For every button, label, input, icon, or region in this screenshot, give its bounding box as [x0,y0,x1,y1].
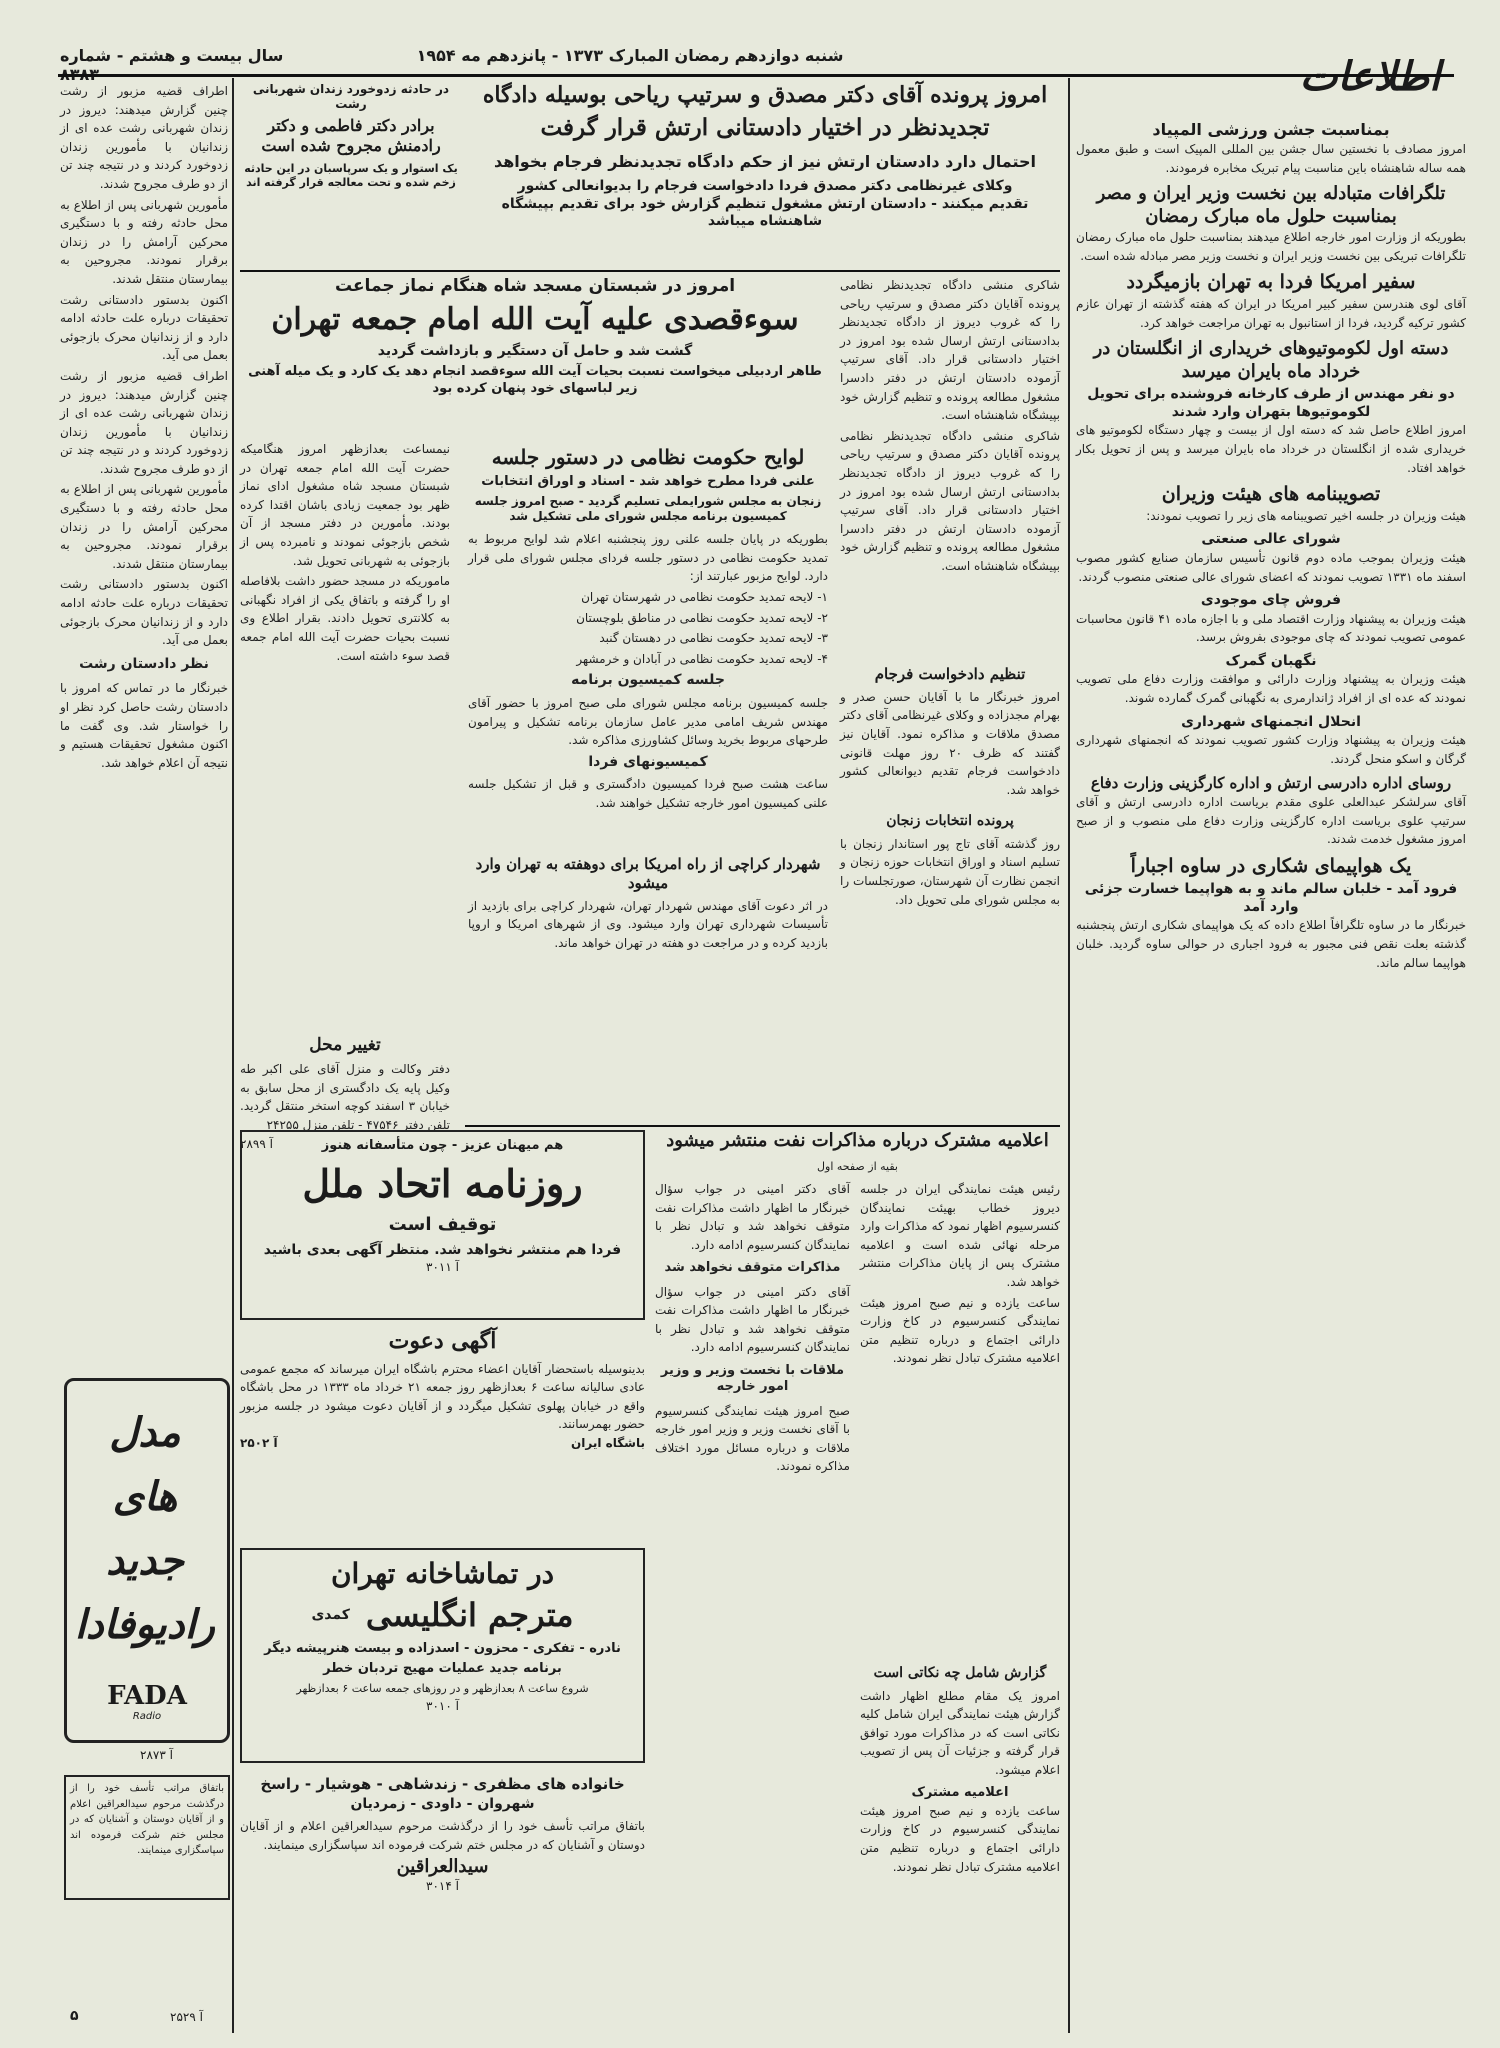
attempt-body-text: نیمساعت بعدازظهر امروز هنگامیکه حضرت آیت الله امام جمعه تهران در شبستان مسجد شاه مشغول ادای نماز ظهر بود جمعیت زیادی باشان اقتدا کرده بودند. مأمورین در دفتر مسجد از آن شخص بازجوئی نمودند و نامبرده پس از بازجوئی به شهربانی تحویل شد. [240,442,450,568]
attempt-headline: سوءقصدی علیه آیت الله امام جمعه تهران [271,302,799,338]
committees-body: ساعت هشت صبح فردا کمیسیون دادگستری و قبل از تشکیل جلسه علنی کمیسیون امور خارجه تشکیل خواهند شد. [468,777,828,810]
bills-subhead-2: زنجان به مجلس شورایملی تسلیم گردید - صبح امروز جلسه کمیسیون برنامه مجلس شورای ملی تشکیل شد [474,494,822,524]
theater-extra: برنامه جدید عملیات مهیج تردبان خطر [323,1661,562,1677]
tea-sale-heading: فروش چای موجودی [1200,592,1342,609]
prison-body-text-4: اطراف قضیه مزبور از رشت چنین گزارش میدهند: دیروز در زندان شهربانی رشت عده ای از زندانیان با مأمورین زندان زدوخورد کردند و در نتیجه چند تن از دو طرف مجروح شدند. [60,368,228,476]
bills-item: ۳- لایحه تمدید حکومت نظامی در دهستان گنبد [599,631,828,646]
small-notice-text: باتفاق مراتب تأسف خود را از درگذشت مرحوم سیدالعراقین اعلام و از آقایان دوستان و آشنایان که در مجلس ختم شرکت فرموده اند سپاسگزاری مینمایند. [70,1783,224,1856]
attempt-subhead-2: طاهر اردبیلی میخواست نسبت بحیات آیت الله سوءقصد انجام دهد یک کارد و یک میله آهنی زیر لباسهای خود پنهان کرده بود [248,364,822,396]
appeal-story [840,665,1060,911]
zanjan-headline: پرونده انتخابات زنجان [886,813,1014,830]
municipal-councils-body: هیئت وزیران به پیشنهاد وزارت کشور تصویب نمودند که انجمنهای شهرداری گرگان و اسکو منحل گردند. [1076,733,1466,766]
newspaper-logo: اطلاعات [1299,53,1441,100]
locomotives-body: امروز اطلاع حاصل شد که دسته اول از بیست و چهار دستگاه لکوموتیو های خریداری شده از انگلستان در خرداد ماه بایران میرسد و پس از تحویل بکار خواهد افتاد. [1076,423,1466,475]
prison-story [240,82,462,190]
family-title: خانواده های مظفری - زندشاهی - هوشیار - راسخ [260,1775,625,1793]
communique-body-text: رئیس هیئت نمایندگی ایران در جلسه دیروز خطاب بهیئت نمایندگان کنسرسیوم اظهار نمود که مذاکرات وارد مرحله نهائی شده است و اعلامیه مشترک پس از پایان مذاکرات منتشر خواهد شد. [860,1182,1060,1289]
prison-body-text-6: اکنون بدستور دادستانی رشت تحقیقات درباره علت حادثه ادامه دارد و از زندانیان محرک بازجوئی بعمل می آید. [60,577,228,648]
lead-body-text: شاکری منشی دادگاه تجدیدنظر نظامی پرونده آقایان دکتر مصدق و سرتیپ ریاحی را که غروب دیروز از دادگاه تجدیدنظر بدادستانی ارتش ارسال شده بود امروز در اختیار دادستانی قرار داد. آقای سرتیپ آزموده دادستان ارتش در دفتر دادسرا مشغول مطالعه پرونده و تنظیم گزارش خود بپیشگاه شاهنشاه است. [840,278,1060,423]
telegrams-body: بطوریکه از وزارت امور خارجه اطلاع میدهند بمناسبت حلول ماه مبارک رمضان تلگرافات تبریکی بین نخست وزیر ایران و نخست وزیر مصر مبادله شده است. [1076,230,1466,263]
bills-item: ۴- لایحه تمدید حکومت نظامی در آبادان و خرمشهر [576,651,828,666]
family-ref: آ ۳۰۱۴ [426,1878,459,1893]
invitation-title: آگهی دعوت [388,1328,497,1354]
newspaper-notice [240,1130,645,1320]
bills-body [468,530,828,812]
talks-body: آقای دکتر امینی در جواب سؤال خبرنگار ما اظهار داشت مذاکرات نفت متوقف نخواهد شد و تبادل نظر با نمایندگان کنسرسیوم ادامه دارد. [655,1284,850,1355]
newspaper-note: فردا هم منتشر نخواهد شد. منتظر آگهی بعدی باشید [263,1242,622,1259]
radio-ad-title: مدل های جدید رادیوفادا [74,1409,215,1648]
newspaper-status: توقیف است [388,1213,497,1235]
radio-ad [64,1378,230,1743]
olympiad-headline: بمناسبت جشن ورزشی المپیاد [1152,120,1390,139]
communique-body-text-2: ساعت یازده و نیم صبح امروز هیئت نمایندگی کنسرسیوم در کاخ وزارت دارائی اجتماع و درباره تنظیم متن اعلامیه مشترک تبادل نظر نمودند. [860,1295,1060,1366]
locomotives-headline: دسته اول لکوموتیوهای خریداری از انگلستان در خرداد ماه بایران میرسد [1093,338,1449,382]
column-rule [232,78,234,2033]
theater-times: شروع ساعت ۸ بعدازظهر و در روزهای جمعه ساعت ۶ بعدازظهر [296,1681,589,1695]
theater-cast: نادره - تفکری - محزون - اسدزاده و بیست هنرپیشه دیگر [264,1641,621,1656]
invitation-ref: آ ۲۵۰۲ [240,1435,278,1450]
cabinet-decrees-headline: تصویبنامه های هیئت وزیران [1161,483,1381,506]
bills-body-text: بطوریکه در پایان جلسه علنی روز پنجشنبه اعلام شد لوایح مربوط به تمدید حکومت نظامی در دستور جلسه فردای مجلس شورای ملی قرار دارد. لوایح مزبور عبارتند از: [468,532,828,584]
change-address-ref: آ ۲۸۹۹ [240,1136,273,1151]
customs-guard-body: هیئت وزیران به پیشنهاد وزارت دارائی و موافقت وزارت دفاع ملی تصویب نمودند که عده ای از افراد ژاندارمری به نگهبانی گمرک گمارده شوند. [1076,672,1466,705]
report-headline: گزارش شامل چه نکاتی است [873,1665,1047,1681]
communique-headline: اعلامیه مشترک درباره مذاکرات نفت منتشر میشود [666,1130,1049,1151]
small-notice [64,1775,230,1900]
attempt-kicker: امروز در شبستان مسجد شاه هنگام نماز جماعت [334,276,736,296]
committees-heading: کمیسیونهای فردا [588,753,708,770]
olympiad-body: امروز مصادف با نخستین سال جشن بین المللی المپیک است و طبق معمول همه ساله شاهنشاه باین مناسبت پیام تبریک مخابره فرمودند. [1076,142,1466,175]
theater-genre: کمدی [311,1607,350,1623]
telegrams-headline: تلگرافات متبادله بین نخست وزیر ایران و مصر بمناسبت حلول ماه مبارک رمضان [1096,183,1446,227]
prosecutor-view-heading: نظر دادستان رشت [79,655,209,672]
military-heads-headline: روسای اداره دادرسی ارتش و اداره کارگزینی وزارت دفاع [1090,774,1452,793]
family-notice [240,1775,645,1893]
lead-story [470,82,1060,231]
customs-guard-heading: نگهبان گمرک [1225,652,1317,669]
industry-council-body: هیئت وزیران بموجب ماده دوم قانون تأسیس سازمان صنایع کشور مصوب اسفند ماه ۱۳۳۱ تصویب نمودند که اعضای شورای عالی صنعتی منصوب گردند. [1076,550,1466,584]
report-body: امروز یک مقام مطلع اظهار داشت گزارش هیئت نمایندگی ایران شامل کلیه نکاتی است که در مذاکرات مورد توافق قرار گرفته و جزئیات آن پس از تصویب اعلام میشود. [860,1688,1060,1777]
program-committee-body: جلسه کمیسیون برنامه مجلس شورای ملی صبح امروز با حضور آقای مهندس شریف امامی مدیر عامل سازمان برنامه تشکیل و پیرامون طرحهای مربوط بخرید وسائل کشاورزی مذاکره شد. [468,695,828,748]
bills-story [468,445,828,814]
lead-subhead: احتمال دارد دادستان ارتش نیز از حکم دادگاه تجدیدنظر فرجام بخواهد [493,152,1037,172]
lead-body [840,276,1060,578]
joint-statement-body: ساعت یازده و نیم صبح امروز هیئت نمایندگی کنسرسیوم در کاخ وزارت دارائی اجتماع و درباره تنظیم متن اعلامیه مشترک تبادل نظر نمودند. [860,1803,1060,1874]
bills-item: ۱- لایحه تمدید حکومت نظامی در شهرستان تهران [581,590,828,605]
military-heads-body: آقای سرلشکر عبدالعلی علوی مقدم بریاست اداره دادرسی ارتش و آقای سرتیپ علوی بریاست اداره کارگزینی وزارت دفاع ملی منصوب و از صبح امروز مشغول خدمت شدند. [1076,794,1466,847]
newspaper-title: روزنامه اتحاد ملل [302,1161,583,1207]
page-number: ۵ [70,2008,79,2024]
fighter-plane-subhead: فرود آمد - خلبان سالم ماند و به هواپیما خسارت جزئی وارد آمد [1084,881,1458,915]
fighter-plane-body: خبرنگار ما در ساوه تلگرافاً اطلاع داده که یک هواپیمای شکاری ارتش پنجشنبه گذشته بعلت نقص فنی مجبور به فرود اجباری در حوالی ساوه گردید. خلبان هواپیما سالم ماند. [1076,918,1466,970]
locomotives-subhead: دو نفر مهندس از طرف کارخانه فروشنده برای تحویل لکوموتیوها بتهران وارد شدند [1087,386,1455,420]
invitation-body: بدینوسیله باستحضار آقایان اعضاء محترم باشگاه ایران میرساند که مجمع عمومی عادی سالیانه ساعت ۶ بعدازظهر روز جمعه ۲۱ خرداد ماه ۱۳۳۳ در محل باشگاه واقع در خیابان پهلوی تشکیل میگردد و از آقایان دعوت میشود در جلسه مزبور حضور بهمرسانند. [240,1361,646,1432]
family-body: باتفاق مراتب تأسف خود را از درگذشت مرحوم سیدالعراقین اعلام و از آقایان دوستان و آشنایان که در مجلس ختم شرکت فرموده اند سپاسگزاری مینمایند. [240,1819,645,1852]
attempt-body [240,440,450,667]
family-signature: سیدالعراقین [396,1856,489,1878]
radio-brand-sub: Radio [132,1711,162,1722]
bills-item: ۲- لایحه تمدید حکومت نظامی در مناطق بلوچستان [576,610,828,625]
column-rule [1068,78,1070,2033]
theater-show: مترجم انگلیسی [365,1596,574,1634]
right-column [1076,120,1466,978]
theater-ref: آ ۳۰۱۰ [426,1699,459,1714]
prison-body-text-5: مأمورین شهربانی پس از اطلاع به محل حادثه رفته و با دستگیری محرکین آرامش را در زندان برقرار نمودند. مجروحین به بیمارستان منتقل شدند. [60,482,228,571]
cabinet-decrees-body: هیئت وزیران در جلسه اخیر تصویبنامه های زیر را تصویب نمودند: [1146,508,1466,523]
page-ref: آ ۲۵۲۹ [170,2010,203,2024]
bills-headline: لوایح حکومت نظامی در دستور جلسه [491,445,805,469]
zanjan-body: روز گذشته آقای تاج پور استاندار زنجان با تسلیم اسناد و اوراق انتخابات حوزه زنجان و انجمن نظارت آن شهرستان، صورتجلسات را به مجلس شورای ملی تحویل داد. [840,836,1060,907]
tea-sale-body: هیئت وزیران به پیشنهاد وزارت اقتصاد ملی و با اجازه ماده ۴۱ قانون محاسبات عمومی تصویب نمودند که چای موجودی بفروش برسد. [1076,611,1466,645]
prison-body [60,82,228,774]
prison-body-text-3: اکنون بدستور دادستانی رشت تحقیقات درباره علت حادثه ادامه دارد و از زندانیان محرک بازجوئی بعمل می آید. [60,292,228,363]
section-rule [240,270,1060,272]
date-line: شنبه دوازدهم رمضان المبارک ۱۳۷۳ - پانزدهم مه ۱۹۵۴ [416,46,844,65]
meeting-body: صبح امروز هیئت نمایندگی کنسرسیوم با آقای نخست وزیر و وزیر امور خارجه ملاقات و درباره مسائل مورد اختلاف مذاکره نمودند. [655,1403,850,1474]
prison-body-text-2: مأمورین شهربانی پس از اطلاع به محل حادثه رفته و با دستگیری محرکین آرامش را در زندان برقرار نمودند. مجروحین به بیمارستان منتقل شدند. [60,197,228,286]
ambassador-body: آقای لوی هندرسن سفیر کبیر امریکا در ایران که هفته گذشته از تهران عازم کشور ترکیه گردید، فردا از استانبول به تهران مراجعت خواهد کرد. [1076,297,1466,330]
fighter-plane-headline: یک هواپیمای شکاری در ساوه اجباراً [1130,854,1412,877]
prison-body-text: اطراف قضیه مزبور از رشت چنین گزارش میدهند: دیروز در زندان شهربانی رشت عده ای از زندانیان با مأمورین زندان زدوخورد کردند و در نتیجه چند تن از دو طرف مجروح شدند. [60,84,228,191]
prison-kicker: در حادثه زدوخورد زندان شهربانی رشت [252,82,450,111]
change-address-title: تغییر محل [309,1035,381,1055]
program-committee-heading: جلسه کمیسیون برنامه [571,672,725,689]
mayor-headline: شهردار کراچی از راه امریکا برای دوهفته به تهران وارد میشود [475,855,821,892]
industry-council-heading: شورای عالی صنعتی [1201,531,1341,548]
talks-headline: مذاکرات متوقف نخواهد شد [664,1260,841,1276]
communique-cont: بقیه از صفحه اول [817,1160,898,1173]
family-subtitle: شهروان - داودی - زمردیان [350,1795,535,1812]
issue-line: سال بیست و هشتم - شماره ۸۳۸۳ [60,46,284,84]
prison-subhead: یک استوار و یک سرپاسبان در این حادثه زخم شده و تحت معالجه قرار گرفته اند [244,162,458,189]
lead-body-text-2: شاکری منشی دادگاه تجدیدنظر نظامی پرونده آقایان دکتر مصدق و سرتیپ ریاحی را که غروب دیروز از دادگاه تجدیدنظر بدادستانی ارتش ارسال شده بود امروز در اختیار دادستانی قرار داد. آقای سرتیپ آزموده دادستان ارتش در دفتر دادسرا مشغول مطالعه پرونده و تنظیم گزارش خود بپیشگاه شاهنشاه است. [840,428,1060,573]
lead-headline: امروز پرونده آقای دکتر مصدق و سرتیپ ریاحی بوسیله دادگاه [482,82,1048,108]
mayor-story [468,855,828,954]
theater-ad [240,1548,645,1763]
newspaper-kicker: هم میهنان عزیز - چون متأسفانه هنوز [321,1138,564,1153]
newspaper-ref: آ ۳۰۱۱ [426,1259,459,1274]
bills-subhead: علنی فردا مطرح خواهد شد - اسناد و اوراق انتخابات [481,474,815,489]
radio-ad-ref: آ ۲۸۷۳ [140,1748,173,1762]
joint-statement-heading: اعلامیه مشترک [911,1785,1009,1801]
masthead-rule [58,74,1454,77]
communique-body-col2 [655,1180,850,1478]
radio-brand: FADA [107,1681,187,1711]
ambassador-headline: سفیر امریکا فردا به تهران بازمیگردد [1126,271,1416,294]
theater-title: در تماشاخانه تهران [330,1557,555,1590]
lead-subhead-2: وکلای غیرنظامی دکتر مصدق فردا دادخواست فرجام را بدیوانعالی کشور تقدیم میکنند - دادستان ارتش مشغول تنظیم گزارش خود برای تقدیم بپیشگاه شاهنشاه میباشد [501,178,1029,230]
change-address-body: دفتر وکالت و منزل آقای علی اکبر طه وکیل پایه یک دادگستری از محل سابق به خیابان ۳ اسفند کوچه استخر منتقل گردید. تلفن دفتر ۴۷۵۴۶ - تلفن منزل ۲۴۲۵۵ [240,1062,450,1133]
appeal-body: امروز خبرنگار ما با آقایان حسن صدر و بهرام مجدزاده و وکلای غیرنظامی آقای دکتر مصدق ملاقات و مذاکره نمود. آقایان نیز گفتند که ظرف ۲۰ روز مهلت قانونی دادخواست فرجام تقدیم دیوانعالی کشور خواهد شد. [840,689,1060,797]
mayor-body: در اثر دعوت آقای مهندس شهردار تهران، شهردار کراچی برای بازدید از تأسیسات شهرداری تهران وارد میشود. وی از شهرهای امریکا و اروپا بازدید کرده و در مراجعت دو هفته در تهران خواهد ماند. [468,898,828,950]
appeal-headline: تنظیم دادخواست فرجام [874,665,1026,683]
report-story [860,1665,1060,1878]
municipal-councils-heading: انحلال انجمنهای شهرداری [1181,713,1361,730]
prison-headline: برادر دکتر فاطمی و دکتر رادمنش مجروح شده است [261,116,441,155]
prosecutor-view-body: خبرنگار ما در تماس که امروز با دادستان رشت حاصل کرد نظر او را خواستار شد. وی گفت ما اکنون مشغول تحقیقات هستیم و نتیجه آن اعلام خواهد شد. [60,681,228,770]
attempt-subhead: گشت شد و حامل آن دستگیر و بازداشت گردید [377,342,693,359]
meeting-headline: ملاقات با نخست وزیر و وزیر امور خارجه [660,1363,845,1395]
invitation-notice [240,1328,645,1450]
lead-headline-2: تجدیدنظر در اختیار دادستانی ارتش قرار گرفت [540,113,990,141]
communique-body-text-3: آقای دکتر امینی در جواب سؤال خبرنگار ما اظهار داشت مذاکرات نفت متوقف نخواهد شد و تبادل نظر با نمایندگان کنسرسیوم ادامه دارد. [655,1182,850,1252]
attempt-story [240,276,830,397]
attempt-body-text-2: ماموریکه در مسجد حضور داشت بلافاصله او را گرفته و باتفاق یکی از افراد نگهبانی به کلانتری تحویل دادند. بقرار اطلاع وی نسبت بحیات حضرت آیت الله امام جمعه قصد سوء داشته است. [240,574,450,663]
section-rule [465,1125,1060,1127]
communique-body [860,1180,1060,1370]
invitation-signature: باشگاه ایران [571,1435,645,1450]
